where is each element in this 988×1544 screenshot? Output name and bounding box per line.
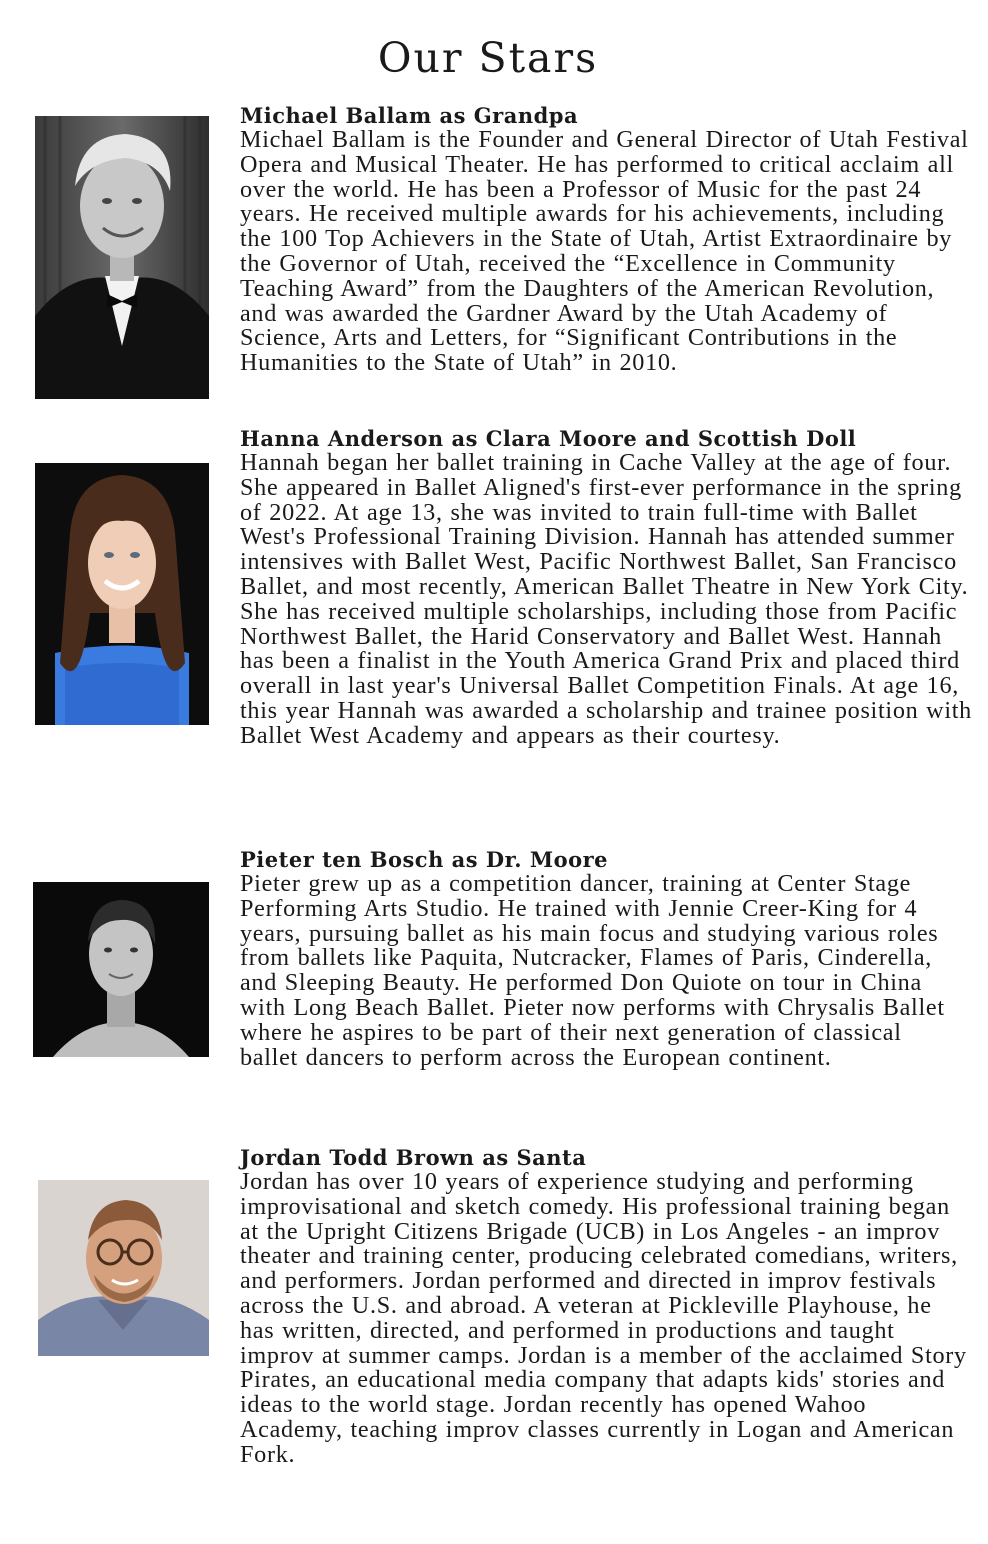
star-name: Hanna Anderson as Clara Moore and Scottish Doll (240, 426, 857, 451)
star-bio-text: Pieter grew up as a competition dancer, training at Center Stage Performing Arts Studio. He trained with Jennie Creer-King for 4 years, pursuing ballet as his main focus and studying various roles from ballets like Paquita, Nutcracker, Flames of Paris, Cinderella, and Sleeping Beauty. He performed Don Quiote on tour in China with Long Beach Ballet. Pieter now performs with Chrysalis Ballet where he aspires to be part of their next generation of classical ballet dancers to perform across the European continent. (240, 870, 945, 1071)
headshot-photo-hanna-anderson (35, 463, 209, 725)
star-bio-text: Hannah began her ballet training in Cache Valley at the age of four. She appeared in Ballet Aligned's first-ever performance in the spring of 2022. At age 13, she was invited to train full-time with Ballet West's Professional Training Division. Hannah has attended summer intensives with Ballet West, Pacific Northwest Ballet, San Francisco Ballet, and most recently, American Ballet Theatre in New York City. She has received multiple scholarships, including those from Pacific Northwest Ballet, the Harid Conservatory and Ballet West. Hannah has been a finalist in the Youth America Grand Prix and placed third overall in last year's Universal Ballet Competition Finals. At age 16, this year Hannah was awarded a scholarship and trainee position with Ballet West Academy and appears as their courtesy. (240, 449, 972, 749)
star-bio-pieter-ten-bosch (240, 847, 980, 1070)
headshot-photo-pieter-ten-bosch (33, 882, 209, 1057)
star-name: Michael Ballam as Grandpa (240, 103, 579, 128)
star-name: Pieter ten Bosch as Dr. Moore (240, 847, 609, 872)
headshot-photo-michael-ballam (35, 116, 209, 399)
star-bio-text: Jordan has over 10 years of experience studying and performing improvisational and sketch comedy. His professional training began at the Upright Citizens Brigade (UCB) in Los Angeles - an improv theater and training center, producing celebrated comedians, writers, and performers. Jordan performed and directed in improv festivals across the U.S. and abroad. A veteran at Pickleville Playhouse, he has written, directed, and performed in productions and taught improv at summer camps. Jordan is a member of the acclaimed Story Pirates, an educational media company that adapts kids' stories and ideas to the world stage. Jordan recently has opened Wahoo Academy, teaching improv classes currently in Logan and American Fork. (240, 1168, 967, 1468)
star-bio-michael-ballam (240, 103, 980, 376)
star-bio-text: Michael Ballam is the Founder and General Director of Utah Festival Opera and Musical Theater. He has performed to critical acclaim all over the world. He has been a Professor of Music for the past 24 years. He received multiple awards for his achievements, including the 100 Top Achievers in the State of Utah, Artist Extraordinaire by the Governor of Utah, received the “Excellence in Community Teaching Award” from the Daughters of the American Revolution, and was awarded the Gardner Award by the Utah Academy of Science, Arts and Letters, for “Significant Contributions in the Humanities to the State of Utah” in 2010. (240, 126, 969, 377)
star-bio-jordan-todd-brown (240, 1145, 980, 1468)
headshot-photo-jordan-todd-brown (38, 1180, 209, 1356)
star-name: Jordan Todd Brown as Santa (240, 1145, 587, 1170)
page-title: Our Stars (377, 34, 599, 82)
star-bio-hanna-anderson (240, 426, 980, 749)
